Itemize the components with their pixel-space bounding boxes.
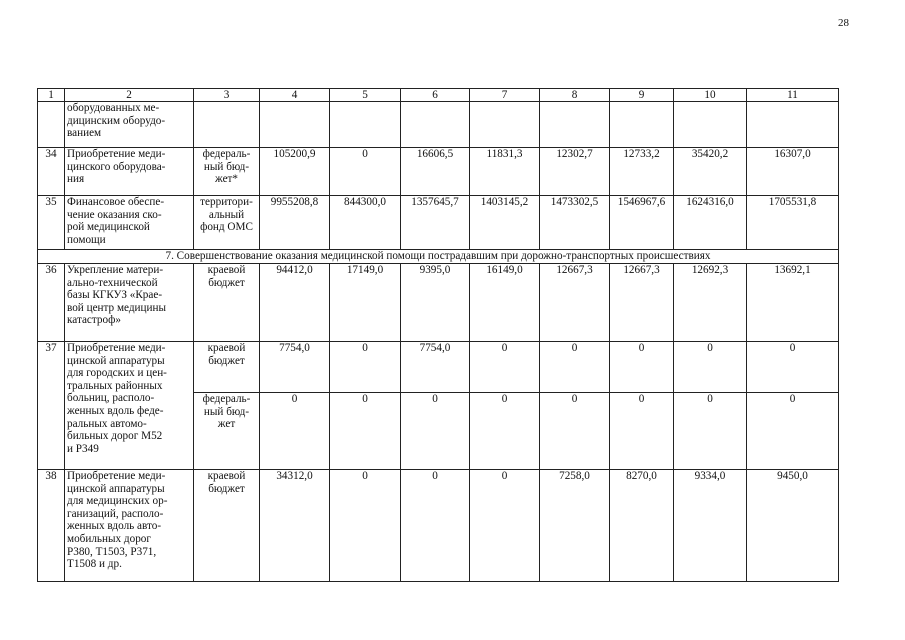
desc-line: Т1508 и др. bbox=[67, 558, 122, 571]
source-line: ный бюд- bbox=[203, 160, 250, 173]
source-cell bbox=[194, 342, 260, 393]
col-header: 11 bbox=[747, 89, 839, 102]
value-cell: 0 bbox=[470, 470, 540, 582]
desc-line: ально-технической bbox=[67, 276, 158, 289]
value-cell: 9334,0 bbox=[674, 470, 747, 582]
desc-line: чение оказания ско- bbox=[67, 208, 162, 221]
col-header: 8 bbox=[540, 89, 610, 102]
source-line: ный бюд- bbox=[203, 405, 250, 418]
value-cell: 13692,1 bbox=[747, 264, 839, 342]
value-cell bbox=[610, 102, 674, 148]
desc-line: вой центр медицины bbox=[67, 301, 166, 314]
value-cell: 0 bbox=[401, 470, 470, 582]
value-cell: 94412,0 bbox=[260, 264, 330, 342]
source-line: территори- bbox=[200, 196, 253, 208]
desc-line: больниц, располо- bbox=[67, 392, 155, 405]
value-cell: 9450,0 bbox=[747, 470, 839, 582]
col-header: 5 bbox=[330, 89, 401, 102]
row-number-cell: 35 bbox=[38, 196, 65, 250]
value-cell: 0 bbox=[747, 342, 839, 393]
table-row-continuation bbox=[38, 102, 839, 148]
table-row-35 bbox=[38, 196, 839, 250]
value-cell: 35420,2 bbox=[674, 148, 747, 196]
value-cell: 12733,2 bbox=[610, 148, 674, 196]
source-cell bbox=[194, 148, 260, 196]
value-cell: 0 bbox=[330, 148, 401, 196]
desc-line: цинской аппаратуры bbox=[67, 482, 165, 495]
value-cell bbox=[470, 102, 540, 148]
value-cell: 0 bbox=[330, 342, 401, 393]
desc-line: цинской аппаратуры bbox=[67, 354, 165, 367]
value-cell: 1473302,5 bbox=[540, 196, 610, 250]
row-number-cell: 34 bbox=[38, 148, 65, 196]
source-line: фонд ОМС bbox=[200, 221, 253, 234]
table-row-38 bbox=[38, 470, 839, 582]
desc-line: Укрепление матери- bbox=[67, 264, 164, 276]
desc-line: и Р349 bbox=[67, 442, 99, 455]
table-row-34 bbox=[38, 148, 839, 196]
description-cell bbox=[65, 196, 194, 250]
value-cell: 0 bbox=[674, 393, 747, 470]
value-cell: 9955208,8 bbox=[260, 196, 330, 250]
value-cell: 0 bbox=[540, 393, 610, 470]
desc-line: Приобретение меди- bbox=[67, 470, 166, 482]
value-cell: 16149,0 bbox=[470, 264, 540, 342]
table-row-37a bbox=[38, 342, 839, 393]
desc-line: Р380, Т1503, Р371, bbox=[67, 545, 157, 558]
value-cell: 7754,0 bbox=[260, 342, 330, 393]
value-cell: 0 bbox=[330, 470, 401, 582]
source-line: жет bbox=[217, 418, 236, 431]
page-number: 28 bbox=[838, 17, 849, 29]
desc-line: ванием bbox=[67, 127, 102, 140]
value-cell: 1546967,6 bbox=[610, 196, 674, 250]
value-cell: 1403145,2 bbox=[470, 196, 540, 250]
col-header: 7 bbox=[470, 89, 540, 102]
value-cell: 12667,3 bbox=[610, 264, 674, 342]
description-cell bbox=[65, 148, 194, 196]
source-line: федераль- bbox=[202, 393, 251, 405]
value-cell bbox=[674, 102, 747, 148]
desc-line: ния bbox=[67, 173, 85, 186]
value-cell: 17149,0 bbox=[330, 264, 401, 342]
value-cell: 105200,9 bbox=[260, 148, 330, 196]
desc-line: бильных дорог М52 bbox=[67, 430, 163, 443]
description-cell bbox=[65, 102, 194, 148]
value-cell: 12667,3 bbox=[540, 264, 610, 342]
desc-line: дицинским оборудо- bbox=[67, 114, 166, 127]
source-line: краевой bbox=[207, 264, 246, 276]
source-line: краевой bbox=[207, 470, 246, 482]
value-cell bbox=[747, 102, 839, 148]
value-cell: 7754,0 bbox=[401, 342, 470, 393]
col-header: 2 bbox=[65, 89, 194, 102]
source-cell bbox=[194, 102, 260, 148]
value-cell: 9395,0 bbox=[401, 264, 470, 342]
value-cell: 0 bbox=[330, 393, 401, 470]
row-number-cell: 37 bbox=[38, 342, 65, 470]
description-cell bbox=[65, 264, 194, 342]
value-cell: 7258,0 bbox=[540, 470, 610, 582]
desc-line: тральных районных bbox=[67, 379, 163, 392]
value-cell: 11831,3 bbox=[470, 148, 540, 196]
value-cell: 0 bbox=[610, 342, 674, 393]
desc-line: Приобретение меди- bbox=[67, 342, 166, 354]
desc-line: оборудованных ме- bbox=[67, 102, 160, 114]
row-number-cell: 36 bbox=[38, 264, 65, 342]
section-heading: 7. Совершенствование оказания медицинской помощи пострадавшим при дорожно-транспортных происшествиях bbox=[38, 250, 839, 264]
source-line: федераль- bbox=[202, 148, 251, 160]
row-number-cell bbox=[38, 102, 65, 148]
value-cell: 0 bbox=[260, 393, 330, 470]
desc-line: Приобретение меди- bbox=[67, 148, 166, 160]
source-line: краевой bbox=[207, 342, 246, 354]
desc-line: цинского оборудова- bbox=[67, 160, 166, 173]
source-line: бюджет bbox=[208, 276, 245, 289]
desc-line: ганизаций, располо- bbox=[67, 507, 164, 520]
budget-table bbox=[37, 88, 839, 582]
col-header: 1 bbox=[38, 89, 65, 102]
value-cell: 12302,7 bbox=[540, 148, 610, 196]
row-number-cell: 38 bbox=[38, 470, 65, 582]
desc-line: помощи bbox=[67, 233, 106, 246]
desc-line: катастроф» bbox=[67, 314, 121, 327]
value-cell: 1357645,7 bbox=[401, 196, 470, 250]
desc-line: базы КГКУЗ «Крае- bbox=[67, 289, 163, 302]
value-cell: 0 bbox=[470, 393, 540, 470]
source-cell bbox=[194, 470, 260, 582]
desc-line: женных вдоль феде- bbox=[67, 404, 164, 417]
col-header: 10 bbox=[674, 89, 747, 102]
col-header: 9 bbox=[610, 89, 674, 102]
source-line: бюджет bbox=[208, 482, 245, 495]
source-cell bbox=[194, 264, 260, 342]
value-cell: 844300,0 bbox=[330, 196, 401, 250]
value-cell: 16606,5 bbox=[401, 148, 470, 196]
description-cell bbox=[65, 470, 194, 582]
desc-line: женных вдоль авто- bbox=[67, 520, 162, 533]
value-cell: 0 bbox=[540, 342, 610, 393]
value-cell: 1624316,0 bbox=[674, 196, 747, 250]
table-row-36 bbox=[38, 264, 839, 342]
source-cell bbox=[194, 393, 260, 470]
value-cell: 1705531,8 bbox=[747, 196, 839, 250]
value-cell: 12692,3 bbox=[674, 264, 747, 342]
value-cell: 34312,0 bbox=[260, 470, 330, 582]
value-cell: 0 bbox=[747, 393, 839, 470]
value-cell: 16307,0 bbox=[747, 148, 839, 196]
value-cell bbox=[401, 102, 470, 148]
value-cell: 0 bbox=[674, 342, 747, 393]
value-cell: 0 bbox=[470, 342, 540, 393]
value-cell: 0 bbox=[401, 393, 470, 470]
source-line: жет* bbox=[214, 173, 239, 186]
col-header: 4 bbox=[260, 89, 330, 102]
value-cell bbox=[540, 102, 610, 148]
value-cell: 8270,0 bbox=[610, 470, 674, 582]
value-cell bbox=[260, 102, 330, 148]
column-number-header-row bbox=[38, 89, 839, 102]
source-line: бюджет bbox=[208, 354, 245, 367]
desc-line: ральных автомо- bbox=[67, 417, 147, 430]
value-cell bbox=[330, 102, 401, 148]
desc-line: Финансовое обеспе- bbox=[67, 196, 165, 208]
desc-line: для медицинских ор- bbox=[67, 495, 168, 508]
col-header: 3 bbox=[194, 89, 260, 102]
source-line: альный bbox=[208, 208, 245, 221]
desc-line: рой медицинской bbox=[67, 221, 150, 234]
value-cell: 0 bbox=[610, 393, 674, 470]
source-cell bbox=[194, 196, 260, 250]
description-cell bbox=[65, 342, 194, 470]
section-heading-row bbox=[38, 250, 839, 264]
desc-line: для городских и цен- bbox=[67, 367, 167, 380]
desc-line: мобильных дорог bbox=[67, 532, 151, 545]
col-header: 6 bbox=[401, 89, 470, 102]
